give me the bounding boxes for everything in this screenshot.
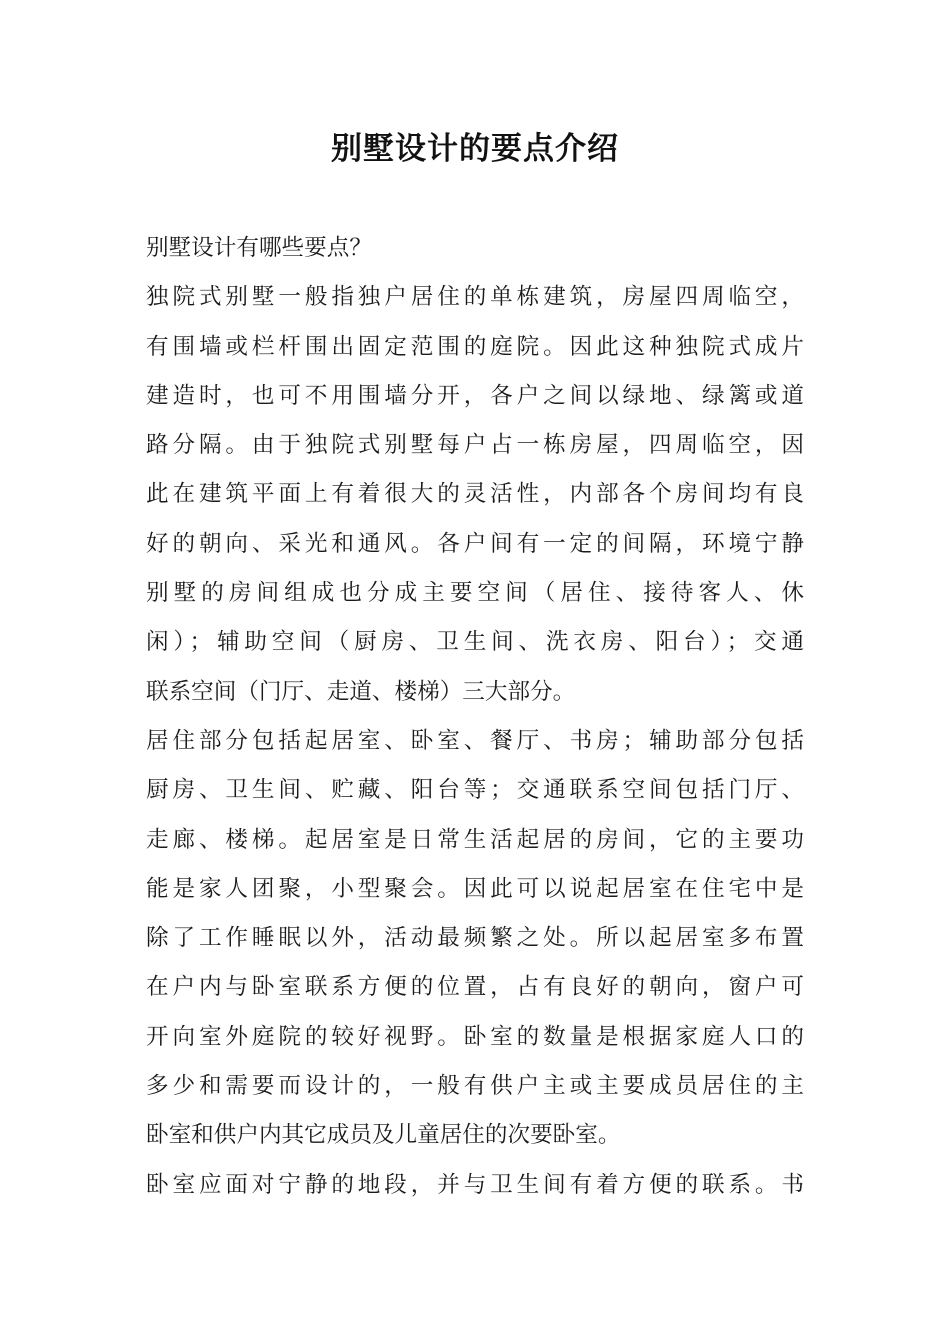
body-line-6: 此在建筑平面上有着很大的灵活性，内部各个房间均有良 bbox=[146, 481, 804, 508]
body-line-8: 别墅的房间组成也分成主要空间（居住、接待客人、休 bbox=[146, 580, 804, 607]
body-line-20: 卧室应面对宁静的地段，并与卫生间有着方便的联系。书 bbox=[146, 1171, 804, 1198]
body-line-15: 除了工作睡眠以外，活动最频繁之处。所以起居室多布置 bbox=[146, 925, 804, 952]
page-title: 别墅设计的要点介绍 bbox=[331, 131, 619, 167]
body-line-17: 开向室外庭院的较好视野。卧室的数量是根据家庭人口的 bbox=[146, 1023, 804, 1050]
body-line-11: 居住部分包括起居室、卧室、餐厅、书房；辅助部分包括 bbox=[146, 727, 804, 754]
body-line-1: 别墅设计有哪些要点？ bbox=[146, 235, 372, 261]
body-line-5: 路分隔。由于独院式别墅每户占一栋房屋，四周临空，因 bbox=[146, 432, 804, 459]
body-line-2: 独院式别墅一般指独户居住的单栋建筑，房屋四周临空， bbox=[146, 284, 804, 311]
body-line-9: 闲）；辅助空间（厨房、卫生间、洗衣房、阳台）；交通 bbox=[146, 629, 804, 656]
body-line-19: 卧室和供户内其它成员及儿童居住的次要卧室。 bbox=[146, 1122, 621, 1149]
body-line-12: 厨房、卫生间、贮藏、阳台等；交通联系空间包括门厅、 bbox=[146, 777, 804, 804]
body-line-18: 多少和需要而设计的，一般有供户主或主要成员居住的主 bbox=[146, 1073, 804, 1100]
body-line-3: 有围墙或栏杆围出固定范围的庭院。因此这种独院式成片 bbox=[146, 333, 804, 360]
document-body bbox=[146, 224, 804, 1210]
body-line-16: 在户内与卧室联系方便的位置，占有良好的朝向，窗户可 bbox=[146, 974, 804, 1001]
body-line-7: 好的朝向、采光和通风。各户间有一定的间隔，环境宁静 bbox=[146, 530, 804, 557]
body-line-14: 能是家人团聚，小型聚会。因此可以说起居室在住宅中是 bbox=[146, 875, 804, 902]
body-line-13: 走廊、楼梯。起居室是日常生活起居的房间，它的主要功 bbox=[146, 826, 804, 853]
body-line-4: 建造时，也可不用围墙分开，各户之间以绿地、绿篱或道 bbox=[146, 382, 804, 409]
body-line-10: 联系空间（门厅、走道、楼梯）三大部分。 bbox=[146, 678, 576, 705]
